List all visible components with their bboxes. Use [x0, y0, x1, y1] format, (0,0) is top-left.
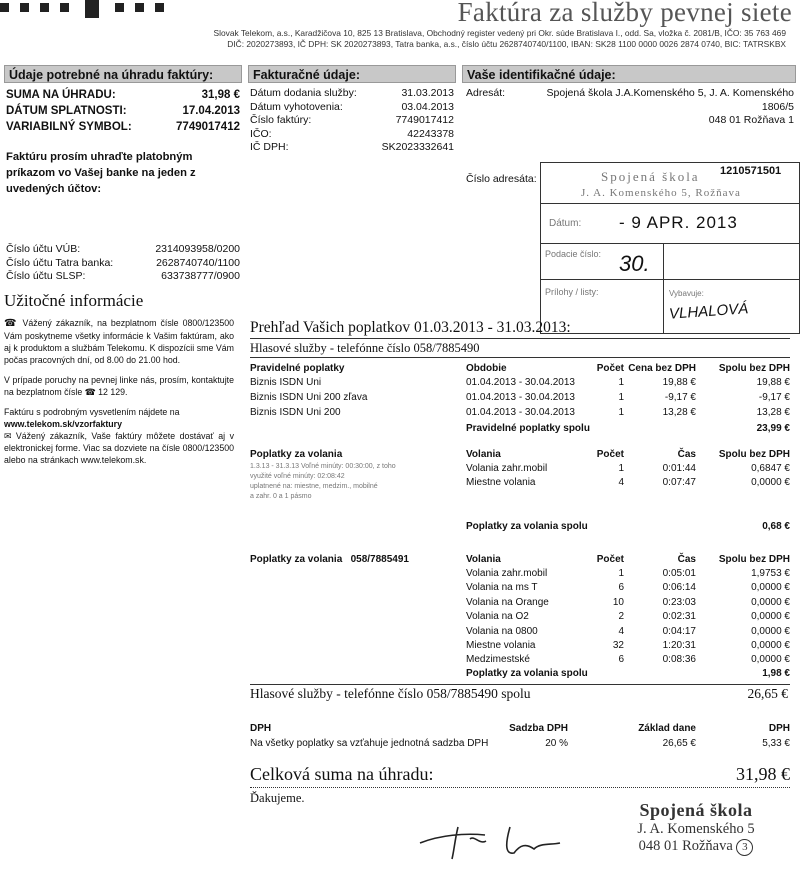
stamp-vybavuje-label: Vybavuje:: [669, 289, 704, 298]
amount-value: 31,98 €: [201, 89, 240, 101]
table-row: Volania zahr.mobil: [466, 568, 548, 579]
table-row: Miestne volania: [466, 640, 536, 651]
info-section: [4, 291, 234, 466]
invoice-section: [248, 65, 456, 155]
accounts-list: [6, 243, 240, 284]
table-row: Volania na Orange: [466, 597, 549, 608]
vat-amount: 5,33 €: [762, 738, 790, 749]
signature: [410, 805, 590, 865]
address-block: Spojená škola J.A.Komenského 5, J. A. Komenského 1806/5 048 01 Rožňava 1: [546, 87, 794, 126]
due-row: DÁTUM SPLATNOSTI: 17.04.2013: [6, 105, 240, 117]
phone-icon: ☎: [4, 318, 23, 329]
invoice-heading: Fakturačné údaje:: [248, 65, 456, 83]
table-row: Volania zahr.mobil: [466, 463, 548, 474]
mail-icon: ✉: [4, 431, 16, 441]
regular-fees-table: Pravidelné poplatky Obdobie Počet Cena bez DPH Spolu bez DPH Biznis ISDN Uni 01.04.2013 - 30.04.2013 1 19,88 € 19,88 € Biznis ISDN Uni 200 zľava 01.04.2013 - 30.04.2013 1 -9,17 € -9,17 € Biznis ISDN Uni 200 01.04.2013 - 30.04.2013 1 13,28 € 13,28 € Pravidelné poplatky spolu 23,99 €: [250, 362, 790, 442]
calls1-sum: 0,68 €: [762, 521, 790, 532]
payment-heading: Údaje potrebné na úhradu faktúry:: [4, 65, 242, 83]
thanks-text: Ďakujeme.: [250, 791, 305, 805]
calls-table-1: Poplatky za volania Volania Počet Čas Spolu bez DPH 1.3.13 - 31.3.13 Voľné minúty: 00:30:00, z toho využité voľné minúty: 02:08:42 uplatnené na: miestne, medzim., mobilné a zahr. 0 a 1 pásmo Volania zahr.mobil 1 0:01:44 0,6847 € Miestne volania 4 0:07:47 0,0000 € Poplatky za volania spolu 0,68 €: [250, 448, 790, 538]
ident-section: [462, 65, 796, 128]
account-row: Číslo účtu SLSP: 633738777/0900: [6, 270, 240, 282]
svg-text:Ing. Jurčo: Ing. Jurčo: [410, 805, 415, 806]
calls2-sum: 1,98 €: [762, 668, 790, 679]
table-row: Biznis ISDN Uni: [250, 377, 322, 388]
stamp-mark: 3: [736, 839, 753, 856]
company-line-2: DIČ: 2020273893, IČ DPH: SK 2020273893, Tatra banka, a.s., číslo účtu 2628740740/1100, IBAN: SK28 1100 0000 0026 2874 0740, BIC: TATRSKBX: [227, 39, 786, 49]
table-row: Volania na O2: [466, 611, 529, 622]
grand-total-label: Celková suma na úhradu:: [250, 764, 434, 784]
vat-table: DPH Sadzba DPH Základ dane DPH Na všetky poplatky sa vzťahuje jednotná sadzba DPH 20 % 26,65 € 5,33 €: [250, 722, 790, 756]
telekom-logo: [0, 0, 175, 16]
overview-title: Prehľad Vašich poplatkov 01.03.2013 - 31.03.2013:: [250, 319, 571, 336]
calls1-sum-label: Poplatky za volania spolu: [466, 521, 588, 532]
table-row: Miestne volania: [466, 477, 536, 488]
section-title: Hlasové služby - telefónne číslo 058/7885490: [250, 341, 480, 355]
invoice-row: Číslo faktúry: 7749017412: [250, 114, 454, 126]
registry-stamp: [540, 162, 800, 334]
info-link[interactable]: www.telekom.sk/vzorfaktury: [4, 419, 122, 429]
section-sum-label: Hlasové služby - telefónne číslo 058/7885490 spolu: [250, 686, 531, 701]
stamp-date-label: Dátum:: [549, 218, 582, 229]
regular-sum: 23,99 €: [756, 423, 790, 434]
info-heading: Užitočné informácie: [4, 291, 144, 310]
account-row: Číslo účtu Tatra banka: 2628740740/1100: [6, 256, 240, 269]
info-p4: ✉ Vážený zákazník, Vaše faktúry môžete dostávať aj v elektronickej forme. Viac sa dozviete na čísle 0800/123500 alebo na stránkach www.telekom.sk.: [4, 431, 234, 465]
grand-total: 31,98 €: [736, 764, 790, 784]
stamp-vybavuje: VLHALOVÁ: [668, 300, 749, 323]
calls2-sum-label: Poplatky za volania spolu: [466, 668, 588, 679]
table-row: Medzimestské: [466, 654, 530, 665]
invoice-row: Dátum vyhotovenia: 03.04.2013: [250, 100, 454, 113]
vs-value: 7749017412: [176, 121, 240, 133]
document-title: Faktúra za služby pevnej siete: [457, 0, 792, 27]
table-row: Biznis ISDN Uni 200: [250, 407, 341, 418]
invoice-row: IČ DPH: SK2023332641: [250, 141, 454, 153]
company-info: [146, 28, 786, 50]
section-sum: 26,65 €: [747, 686, 788, 701]
info-p1: ☎ Vážený zákazník, na bezplatnom čísle 0800/123500 Vám poskytneme všetky informácie k Vašim faktúram, ako aj k produktom a službám Telekomu. K dispozícii sme Vám počas pracovných dní, od 8.00 do 21.00 hod.: [4, 318, 234, 365]
registry-stamp-name: Spojená škola: [601, 169, 700, 184]
stamp-prilohy-label: Prílohy / listy:: [545, 287, 599, 297]
vat-base: 26,65 €: [662, 738, 696, 749]
calls-table-2: Poplatky za volania 058/7885491 Volania Počet Čas Spolu bez DPH Volania zahr.mobil 1 0:05:01 1,9753 € Volania na ms T 6 0:06:14 0,0000 € Volania na Orange 10 0:23:03 0,0000 € Volania na O2 2 0:02:31 0,0000 € Volania na 0800 4 0:04:17 0,0000 € Miestne volania 32 1:20:31 0,0000 € Medzimestské 6 0:08:36 0,0000 € Poplatky za volania spolu 1,98 €: [250, 553, 790, 683]
free-minutes-note: 1.3.13 - 31.3.13 Voľné minúty: 00:30:00, z toho využité voľné minúty: 02:08:42 uplatnené na: miestne, medzim., mobilné a zahr. 0 a 1 pásmo: [250, 463, 396, 500]
stamp-date: - 9 APR. 2013: [619, 213, 738, 232]
regular-sum-label: Pravidelné poplatky spolu: [466, 423, 590, 434]
info-p3: Faktúru s podrobným vysvetlením nájdete na: [4, 407, 180, 417]
stamp-podacie: 30.: [619, 251, 650, 276]
info-p2: V prípade poruchy na pevnej linke nás, prosím, kontaktujte na bezplatnom čísle ☎ 12 129.: [4, 375, 234, 397]
vs-row: VARIABILNÝ SYMBOL: 7749017412: [6, 121, 240, 133]
vat-rate: 20 %: [545, 738, 568, 749]
stamp-podacie-label: Podacie číslo:: [545, 249, 602, 259]
payment-section: [4, 65, 242, 284]
payment-instructions: Faktúru prosím uhraďte platobným príkazom vo Vašej banke na jeden z uvedených účtov:: [6, 151, 196, 195]
table-row: Volania na ms T: [466, 582, 538, 593]
amount-row: SUMA NA ÚHRADU: 31,98 €: [6, 89, 240, 101]
recipient-number: 1210571501: [720, 165, 782, 177]
table-row: Volania na 0800: [466, 626, 538, 637]
address-label: Adresát:: [466, 87, 506, 99]
vat-row-label: Na všetky poplatky sa vzťahuje jednotná sadzba DPH: [250, 738, 489, 749]
registry-stamp-sub: J. A. Komenského 5, Rožňava: [581, 187, 741, 199]
account-row: Číslo účtu VÚB: 2314093958/0200: [6, 243, 240, 255]
recipient-number-label: Číslo adresáta:: [466, 173, 537, 185]
due-value: 17.04.2013: [182, 105, 240, 117]
invoice-row: IČO: 42243378: [250, 127, 454, 140]
school-stamp: Spojená škola J. A. Komenského 5 048 01 Rožňava 3: [637, 800, 755, 854]
ident-heading: Vaše identifikačné údaje:: [462, 65, 796, 83]
table-row: Biznis ISDN Uni 200 zľava: [250, 392, 368, 403]
invoice-row: Dátum dodania služby: 31.03.2013: [250, 87, 454, 99]
company-line-1: Slovak Telekom, a.s., Karadžičova 10, 825 13 Bratislava, Obchodný register vedený pri Okr. súde Bratislava I., odd. Sa, vložka č. 2081/B, IČO: 35 763 469: [213, 28, 786, 38]
